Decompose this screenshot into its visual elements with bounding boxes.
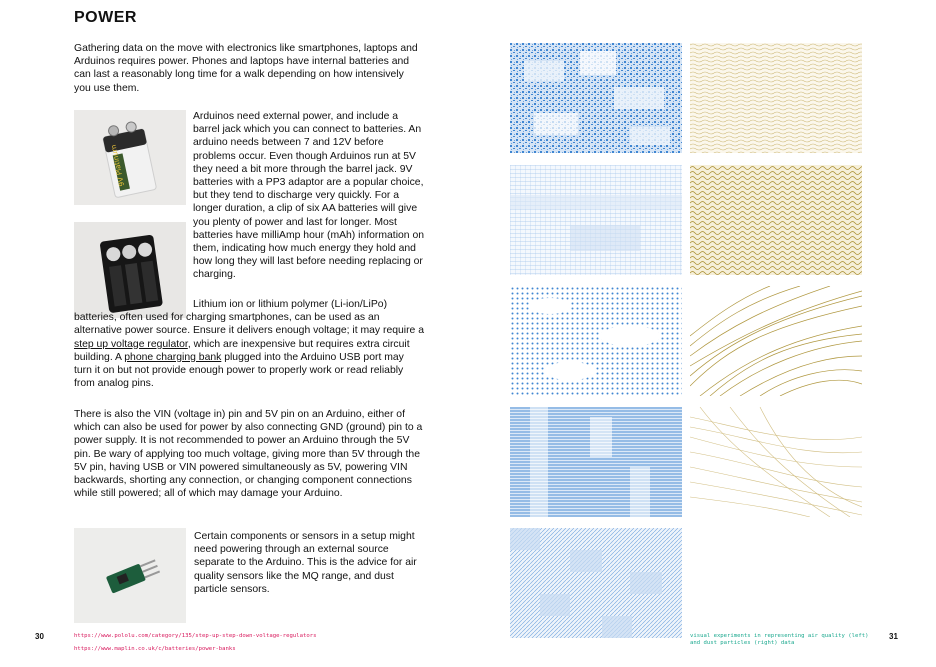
footnote-link-maplin[interactable]: https://www.maplin.co.uk/c/batteries/power-banks xyxy=(74,646,236,652)
page-title: POWER xyxy=(74,9,137,26)
dust-particles-visual-2 xyxy=(690,165,862,275)
step-up-regulator-link[interactable]: step up voltage regulator xyxy=(74,338,188,350)
lithium-text-c: plugged into the Arduino USB port may turn it on but not provide enough power to properly work or read reliably from analog pins. xyxy=(74,351,404,390)
lithium-paragraph xyxy=(74,298,424,390)
figure-caption-line1: visual experiments in representing air quality (left) xyxy=(690,633,869,639)
dust-particles-visual-1 xyxy=(690,43,862,153)
page-number-left: 30 xyxy=(35,632,44,641)
figure-caption-line2: and dust particles (right) data xyxy=(690,640,795,646)
components-paragraph: Certain components or sensors in a setup might need powering through an external source separate to the Arduino. This is the advice for air quality sensors like the MQ range, and dust particle sensors. xyxy=(194,531,417,595)
intro-paragraph: Gathering data on the move with electronics like smartphones, laptops and Arduinos requires power. Phones and laptops have internal batteries and can last a reasonably long time for a walk depending on how intensively you use them. xyxy=(74,43,418,94)
arduino-power-paragraph: Arduinos need external power, and include a barrel jack which you can connect to batteries. An arduino needs between 7 and 12V before problems occur. Even though Arduinos run at 5V they need a bit more through the barrel jack. 9V batteries with a PP3 adaptor are a popular choice, but they tend to discharge very quickly. For a longer duration, a clip of six AA batteries will give you plenty of power and last for longer. Most batteries have milliAmp hour (mAh) information on them, indicating how much energy they hold and how long they will last before needing replacing or charging. xyxy=(193,111,424,281)
dust-particles-visual-3 xyxy=(690,286,862,396)
footnote-link-pololu[interactable]: https://www.pololu.com/category/135/step-up-step-down-voltage-regulators xyxy=(74,633,317,639)
lithium-text-a: Lithium ion or lithium polymer (Li-ion/LiPo) batteries, often used for charging smartphones, can be used as an alternative power source. Ensure it delivers enough voltage; it may require a xyxy=(74,299,425,337)
vin-pin-paragraph: There is also the VIN (voltage in) pin and 5V pin on an Arduino, either of which can also be used for power by also connecting GND (ground) pin to a power supply. It is not recommended to power an Arduino through the 5V pin. Be wary of applying too much voltage, giving more than 5V through the 5V pin, having USB or VIN powered simultaneously as 5V, powering VIN backwards, shorting any connection, or changing component connections while still powered; all of which may damage your Arduino. xyxy=(74,409,423,500)
air-quality-visual-5 xyxy=(510,528,682,638)
lithium-text-b: , which are inexpensive but requires extra circuit building. A xyxy=(74,338,410,363)
battery-9v-photo xyxy=(74,110,186,205)
battery-label: 9V Platinum xyxy=(109,143,127,188)
air-quality-visual-3 xyxy=(510,286,682,396)
page-number-right: 31 xyxy=(889,632,898,641)
dust-particles-visual-4 xyxy=(690,407,862,517)
sensor-board-photo xyxy=(74,528,186,623)
air-quality-visual-4 xyxy=(510,407,682,517)
phone-charging-bank-link[interactable]: phone charging bank xyxy=(124,351,222,363)
air-quality-visual-2 xyxy=(510,165,682,275)
air-quality-visual-1 xyxy=(510,43,682,153)
